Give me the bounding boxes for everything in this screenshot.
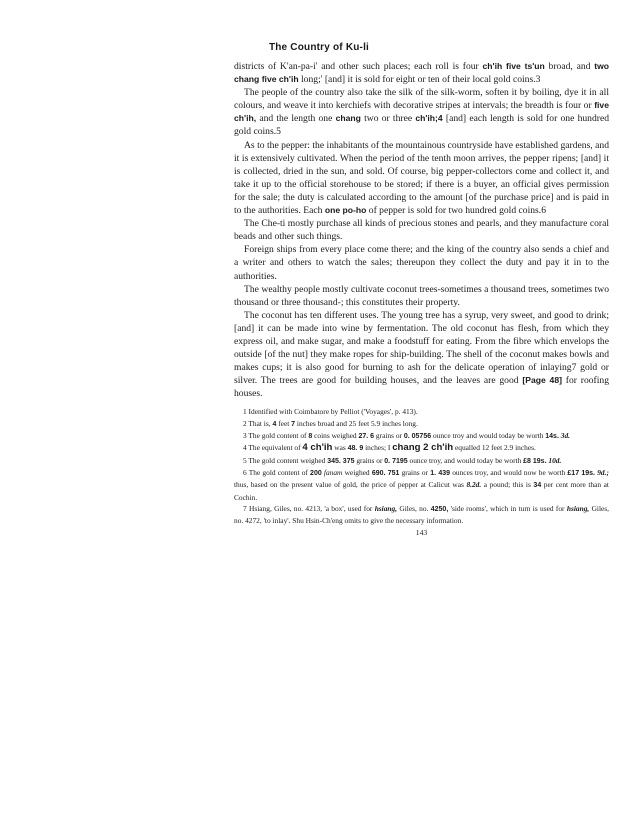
- footnote-6: [234, 467, 609, 503]
- text-span: grains or: [356, 455, 383, 465]
- text-span: broad, and: [548, 61, 591, 72]
- bold-number: 4250,: [430, 505, 449, 513]
- text-span: 5 The gold content weighed: [243, 455, 326, 465]
- text-span: The people of the country also take the silk of the silk-worm, soften it by boiling, dye it in all colours, and weave it into kerchiefs with decorative stripes at intervals; the breadth is four or: [234, 87, 609, 112]
- text-span: was: [334, 443, 346, 453]
- paragraph-6: The wealthy people mostly cultivate coconut trees-sometimes a thousand trees, sometimes two thousand or three thousand-; this constitutes their property.: [234, 283, 609, 308]
- bold-term: chang: [335, 113, 361, 124]
- bold-term: ch'ih;4: [415, 113, 443, 124]
- footnotes: [234, 406, 609, 538]
- bold-number: £8 19s.: [523, 457, 547, 465]
- bold-number: 34: [533, 482, 542, 490]
- bold-number: 14s.: [545, 433, 559, 441]
- text-span: inches broad and 25 feet 5.9 inches long.: [296, 418, 418, 428]
- footnote-2: [234, 418, 609, 430]
- text-span: Giles, no. 4272, 'to inlay'. Shu Hsin-Ch'eng omits to give the necessary information.: [234, 503, 610, 526]
- text-span: weighed: [344, 467, 370, 477]
- text-span: ounces troy, and would now be worth: [452, 467, 566, 477]
- bold-term: one po-ho: [324, 205, 367, 216]
- text-span: 6 The gold content of: [243, 467, 308, 477]
- footnote-1: 1 Identified with Coimbatore by Pelliot ('Voyages', p. 413).: [243, 407, 418, 417]
- text-span: 3 The gold content of: [243, 431, 307, 441]
- bold-number: 8: [308, 433, 313, 441]
- paragraph-5: Foreign ships from every place come there; and the king of the country also sends a chief and a writer and others to watch the sales; thereupon they collect the duty and pay it in to the authorities.: [234, 244, 609, 282]
- bold-number: 4: [272, 420, 277, 428]
- bold-term: 4 ch'ih: [302, 442, 333, 454]
- text-span: 'side rooms', which in turn is used for: [450, 503, 565, 513]
- body-text: [234, 60, 609, 539]
- text-span: for roofing houses.: [234, 375, 609, 400]
- italic-value: 10d.: [548, 455, 562, 465]
- bold-number: 0. 05756: [403, 433, 432, 441]
- text-span: Giles, no.: [399, 503, 429, 513]
- text-span: inches; I: [365, 443, 391, 453]
- bold-number: 48. 9: [347, 445, 364, 453]
- bold-number: 0. 7195: [384, 457, 408, 465]
- paragraph-7: [234, 309, 609, 401]
- footnote-7: [234, 503, 609, 527]
- italic-term: hsiang,: [566, 503, 590, 513]
- bold-number: 1. 439: [430, 469, 451, 477]
- text-span: districts of K'an-pa-i' and other such places; each roll is four: [234, 61, 479, 72]
- text-span: [and] each length is sold for one hundred gold coins.5: [234, 113, 610, 138]
- paragraph-4: The Che-ti mostly purchase all kinds of precious stones and pearls, and they manufacture coral beads and other such things.: [234, 218, 609, 243]
- text-span: thus, based on the present value of gold, the price of pepper at Calicut was: [234, 480, 464, 490]
- footnote-3: [234, 430, 609, 442]
- paragraph-1: [234, 60, 609, 86]
- bold-number: 345. 375: [327, 457, 355, 465]
- italic-value: 9d.;: [597, 467, 609, 477]
- page-marker: [Page 48]: [522, 375, 562, 386]
- italic-value: 8.2d.: [466, 480, 482, 490]
- bold-number: 690. 751: [371, 469, 400, 477]
- running-head: The Country of Ku-li: [268, 42, 370, 53]
- text-span: 2 That is,: [243, 418, 271, 428]
- page-number: 143: [415, 528, 428, 538]
- text-span: grains or: [375, 431, 402, 441]
- text-span: As to the pepper: the inhabitants of the mountainous countryside have established gardens, and it is extensively cultivated. When the period of the tenth moon arrives, the pepper ripens; [and] it is collected, dried in the sun, and sold. Of course, big pepper-collectors come and collect it, and take it up to the official storehouse to be stored; if there is a buyer, an official gives permission for the sale; the duty is calculated according to the amount [of the purchase price] and is paid in to the authorities. Each: [234, 139, 609, 217]
- bold-term: chang 2 ch'ih: [392, 442, 454, 454]
- bold-term: five ch'ih,: [234, 100, 609, 124]
- italic-term: fanam: [323, 467, 343, 477]
- footnote-5: [234, 455, 609, 467]
- bold-term: two chang five ch'ih: [234, 61, 609, 85]
- text-span: coins weighed: [314, 431, 357, 441]
- text-span: a pound; this is: [483, 480, 531, 490]
- bold-number: 7: [291, 420, 296, 428]
- bold-number: 27. 6: [358, 433, 375, 441]
- italic-term: hsiang,: [374, 503, 398, 513]
- paragraph-3: [234, 139, 609, 218]
- text-span: and the length one: [259, 113, 333, 125]
- footnote-4: [234, 442, 609, 454]
- text-span: equalled 12 feet 2.9 inches.: [454, 443, 536, 453]
- text-span: 4 The equivalent of: [243, 443, 301, 453]
- text-span: The coconut has ten different uses. The young tree has a syrup, very sweet, and good to drink; [and] it can be made into wine by fermentation. The old coconut has flesh, from which they express oil, and make sugar, and make a foodstuff for eating. From the fibre which envelops the outside [of the nut] they make ropes for ship-building. The shell of the coconut makes bowls and makes cups; it is also good for burning to ash for the delicate operation of inlaying7 gold or silver. The trees are good for building houses, and the leaves are good: [234, 309, 609, 387]
- bold-number: 200: [310, 469, 322, 477]
- bold-number: £17 19s.: [567, 469, 595, 477]
- italic-value: 3d.: [560, 431, 570, 441]
- bold-term: ch'ih five ts'un: [482, 61, 545, 71]
- text-span: per cent more than at Cochin.: [234, 480, 609, 502]
- text-span: feet: [278, 418, 290, 428]
- text-span: ounce troy, and would today be worth: [409, 455, 522, 465]
- text-span: grains or: [401, 467, 429, 477]
- text-span: two or three: [364, 113, 413, 125]
- text-span: long;' [and] it is sold for eight or ten of their local gold coins.3: [301, 74, 541, 86]
- text-span: of pepper is sold for two hundred gold coins.6: [368, 205, 546, 217]
- text-span: ounce troy and would today be worth: [432, 431, 544, 441]
- paragraph-2: [234, 86, 609, 138]
- text-span: 7 Hsiang, Giles, no. 4213, 'a box', used for: [243, 503, 373, 513]
